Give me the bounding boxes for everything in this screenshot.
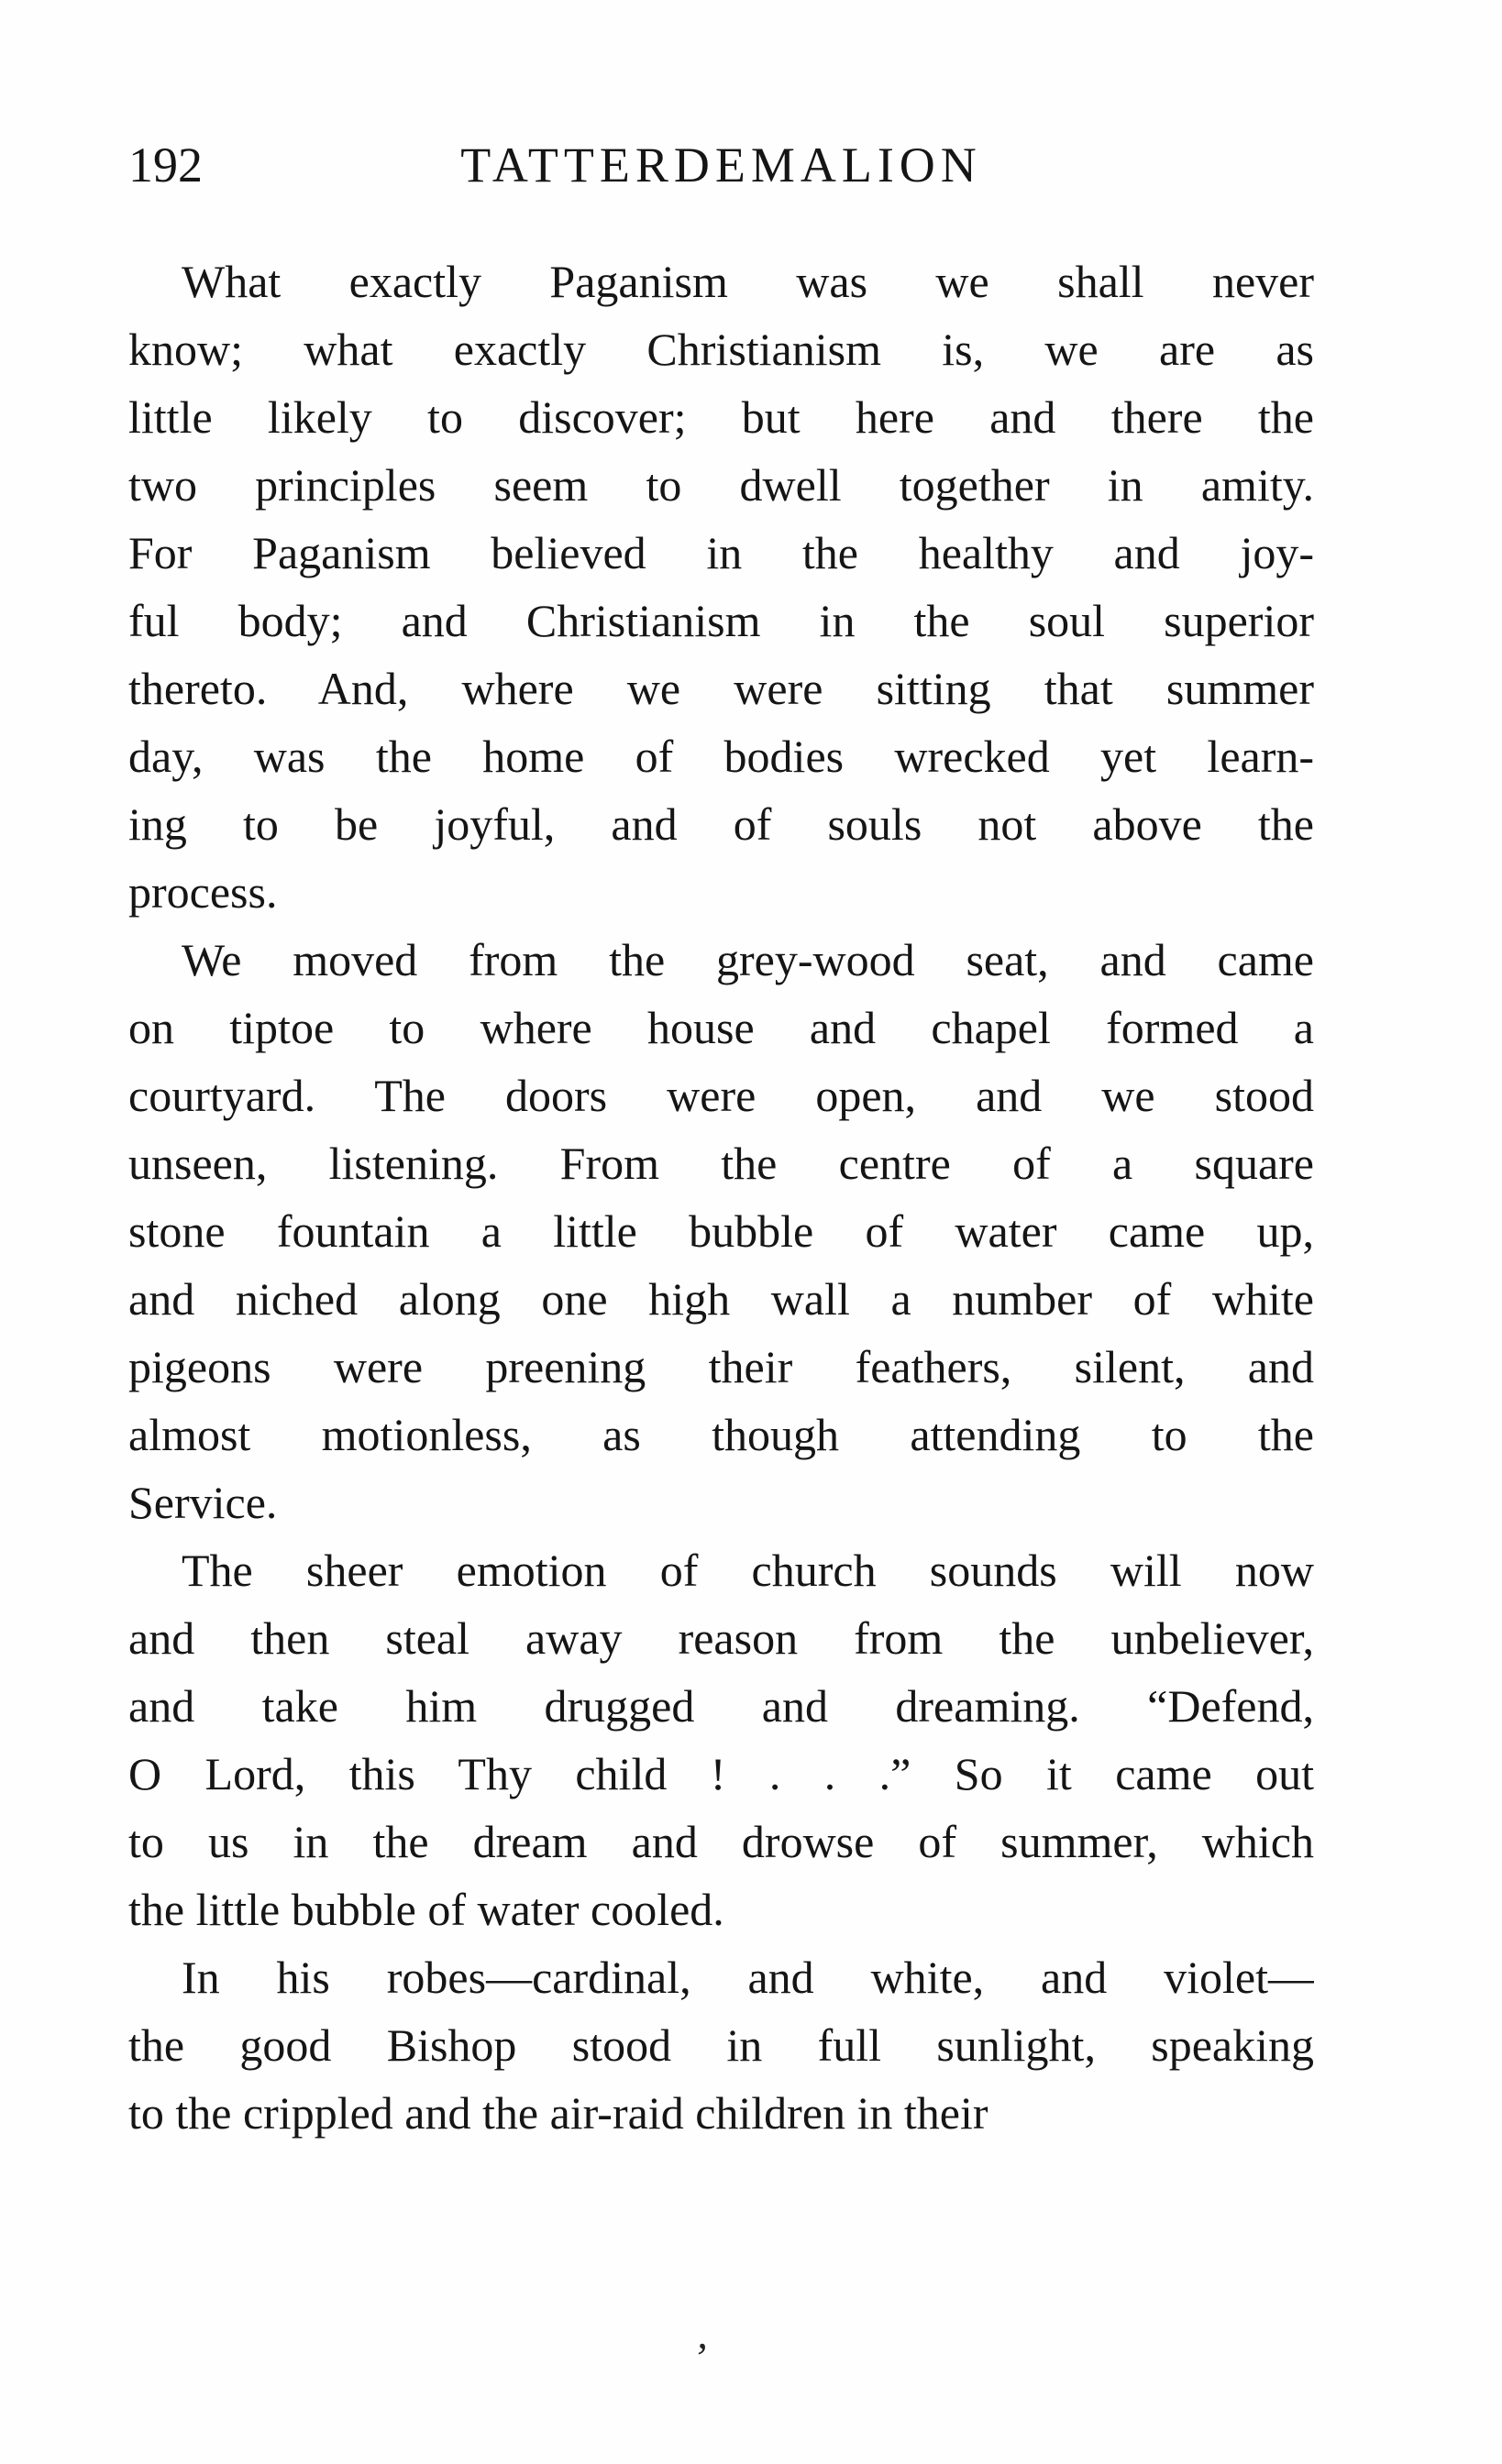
page-body [128, 248, 1314, 2147]
text-line: stone fountain a little bubble of water came up, [128, 1205, 1314, 1257]
text-line: and then steal away reason from the unbeliever, [128, 1612, 1314, 1664]
text-line: and niched along one high wall a number of white [128, 1273, 1314, 1325]
page-header [128, 136, 1314, 194]
text-line: ful body; and Christianism in the soul superior [128, 595, 1314, 646]
text-line: process. [128, 866, 278, 918]
text-line: day, was the home of bodies wrecked yet learn- [128, 731, 1314, 782]
text-line: Service. [128, 1477, 278, 1528]
text-line: unseen, listening. From the centre of a square [128, 1138, 1314, 1189]
print-artifact-mark: ’ [692, 2334, 707, 2381]
paragraph [128, 1536, 1314, 1943]
text-line: thereto. And, where we were sitting that summer [128, 663, 1314, 714]
text-line: What exactly Paganism was we shall never [182, 256, 1314, 307]
text-line: ing to be joyful, and of souls not above the [128, 798, 1314, 850]
text-line: little likely to discover; but here and there the [128, 391, 1314, 443]
paragraph [128, 248, 1314, 926]
text-line: two principles seem to dwell together in amity. [128, 459, 1314, 511]
text-line: know; what exactly Christianism is, we are as [128, 324, 1314, 375]
paragraph [128, 926, 1314, 1536]
text-line: to the crippled and the air-raid children in their [128, 2087, 988, 2139]
text-line: on tiptoe to where house and chapel formed a [128, 1002, 1314, 1053]
text-line: We moved from the grey-wood seat, and came [182, 934, 1314, 985]
text-line: courtyard. The doors were open, and we stood [128, 1070, 1314, 1121]
text-line: the good Bishop stood in full sunlight, speaking [128, 2019, 1314, 2071]
text-line: In his robes—cardinal, and white, and violet— [182, 1952, 1314, 2003]
text-line: the little bubble of water cooled. [128, 1884, 724, 1935]
text-line: For Paganism believed in the healthy and joy- [128, 527, 1314, 578]
text-line: almost motionless, as though attending to the [128, 1409, 1314, 1460]
page-number: 192 [128, 138, 203, 192]
text-line: The sheer emotion of church sounds will now [182, 1545, 1314, 1596]
paragraph [128, 1943, 1314, 2147]
text-line: to us in the dream and drowse of summer, which [128, 1816, 1314, 1867]
text-line: O Lord, this Thy child ! . . .” So it came out [128, 1748, 1314, 1799]
book-title: TATTERDEMALION [460, 138, 982, 192]
text-line: pigeons were preening their feathers, silent, and [128, 1341, 1314, 1392]
text-line: and take him drugged and dreaming. “Defend, [128, 1680, 1314, 1732]
